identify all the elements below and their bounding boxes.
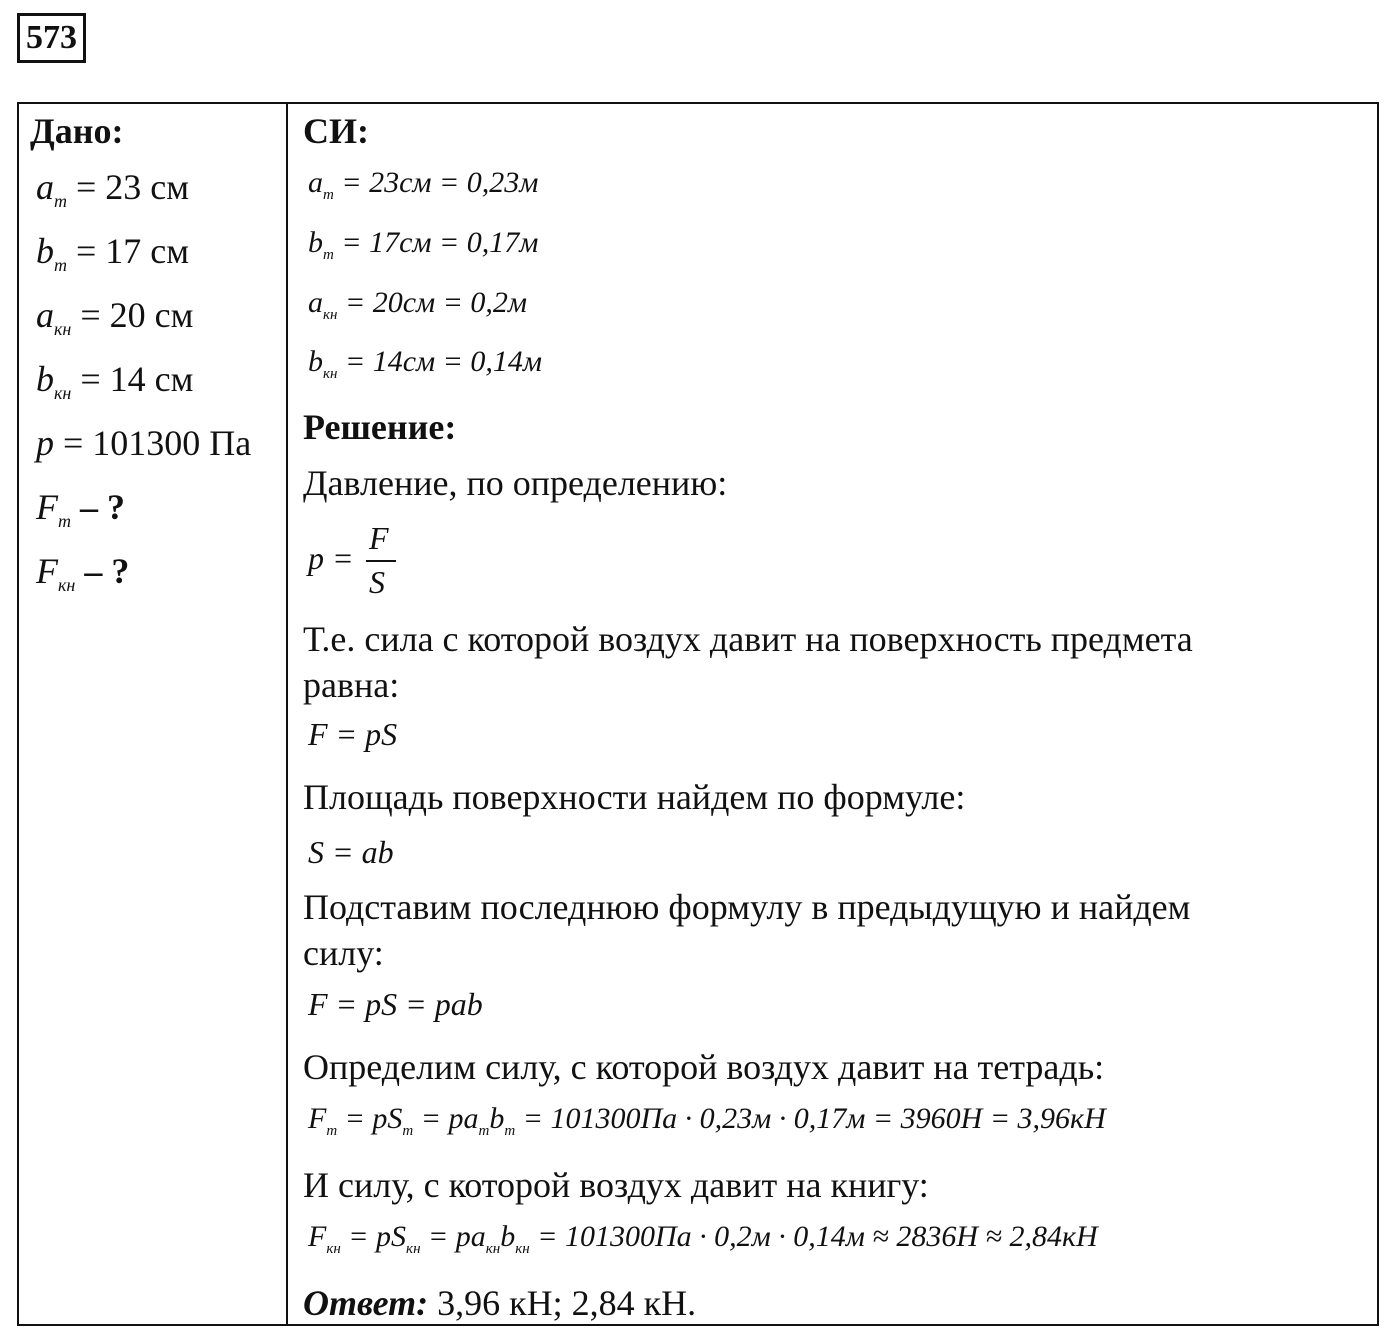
answer-value: 3,96 кН; 2,84 кН. xyxy=(428,1283,697,1323)
given-title: Дано: xyxy=(30,111,124,151)
formula-pressure-lhs: p = xyxy=(308,540,354,576)
solution-text: Т.е. сила с которой воздух давит на поверхность предмета xyxy=(303,619,1193,659)
si-item: $b_{кн} = 14см = 0,14м$ xyxy=(308,345,543,382)
given-item: $b_{кн} = 14$ см xyxy=(36,359,194,404)
formula-book-force: $F_{кн} = pS_{кн} = pa_{кн}b_{кн} = 101300Па \cdot 0,2м \cdot 0,14м \approx 2836Н \approx 2,84кН$ xyxy=(308,1220,1098,1257)
formula-combined: F = pS = pab xyxy=(308,986,483,1022)
solution-text: И силу, с которой воздух давит на книгу: xyxy=(303,1165,929,1205)
solution-text: Определим силу, с которой воздух давит на тетрадь: xyxy=(303,1047,1105,1087)
formula-area: S = ab xyxy=(308,834,394,870)
formula-force: F = pS xyxy=(308,716,398,752)
problem-number: 573 xyxy=(17,13,86,63)
given-unknown: $F_т$ – ? xyxy=(36,487,125,532)
solution-table xyxy=(17,102,1379,1326)
solution-text: Подставим последнюю формулу в предыдущую и найдем xyxy=(303,887,1191,927)
given-item: $a_т = 23$ см xyxy=(36,167,190,212)
given-item: $a_{кн} = 20$ см xyxy=(36,295,194,340)
solution-title: Решение: xyxy=(303,407,457,447)
answer xyxy=(303,1282,696,1324)
given-unknown: $F_{кн}$ – ? xyxy=(36,551,130,596)
given-item: $b_т = 17$ см xyxy=(36,231,190,276)
answer-label: Ответ: xyxy=(303,1283,429,1323)
solution-text: Площадь поверхности найдем по формуле: xyxy=(303,777,966,817)
solution-text: Давление, по определению: xyxy=(303,463,728,503)
column-divider xyxy=(286,102,288,1326)
solution-text: силу: xyxy=(303,933,384,973)
formula-notebook-force: $F_т = pS_т = pa_тb_т = 101300Па \cdot 0,23м \cdot 0,17м = 3960Н = 3,96кН$ xyxy=(308,1102,1106,1139)
fraction-bar xyxy=(366,560,396,562)
given-item: p = 101300 Па xyxy=(36,423,252,463)
solution-text: равна: xyxy=(303,665,400,705)
fraction-denominator: S xyxy=(369,564,385,600)
si-item: $a_т = 23см = 0,23м$ xyxy=(308,166,539,203)
fraction-numerator: F xyxy=(369,520,389,556)
si-item: $b_т = 17см = 0,17м$ xyxy=(308,226,539,263)
si-item: $a_{кн} = 20см = 0,2м$ xyxy=(308,286,528,323)
si-title: СИ: xyxy=(303,111,369,151)
